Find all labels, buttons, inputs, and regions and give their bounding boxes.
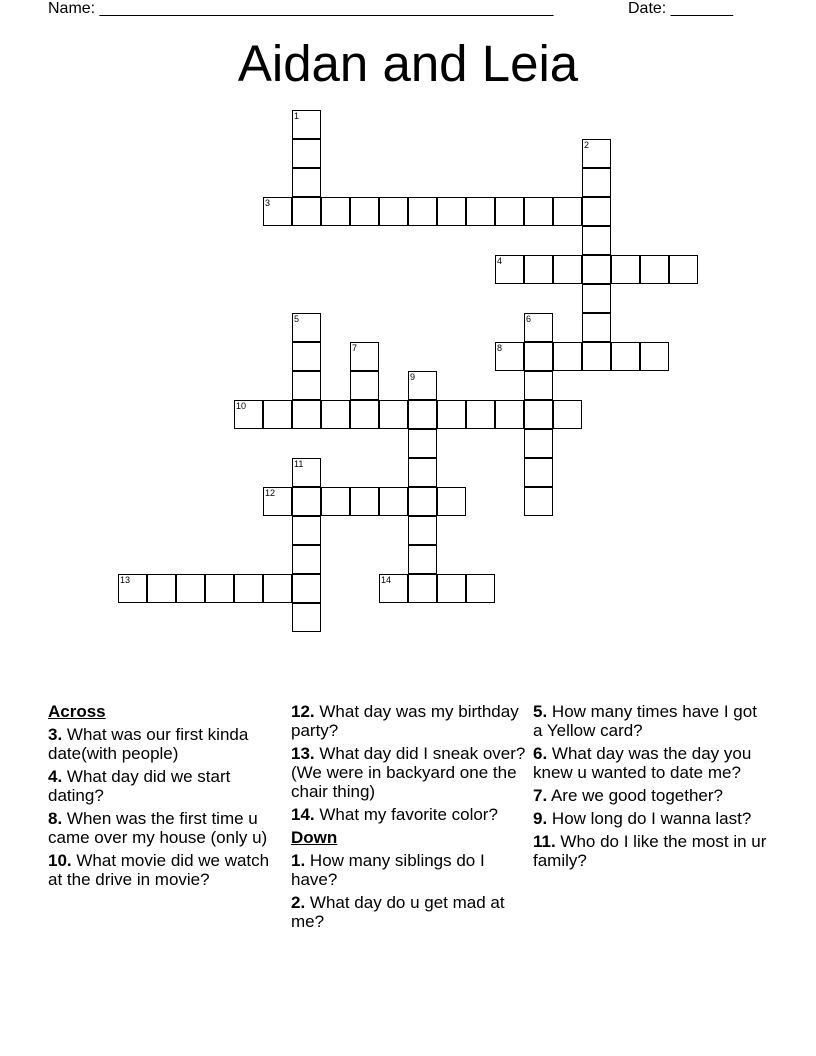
clue-number: 11 xyxy=(294,459,304,469)
grid-cell[interactable] xyxy=(553,255,582,284)
clue-item-text: How many siblings do I have? xyxy=(291,851,485,889)
grid-cell[interactable] xyxy=(524,197,553,226)
name-field-label: Name: ___________________________________________________ xyxy=(48,0,554,17)
grid-cell[interactable] xyxy=(350,371,379,400)
clue-item-text: What was our first kinda date(with people) xyxy=(48,725,249,763)
grid-cell[interactable] xyxy=(408,574,437,603)
grid-cell[interactable] xyxy=(205,574,234,603)
across-clue-list xyxy=(48,725,283,889)
clue-item-text: Who do I like the most in ur family? xyxy=(533,832,767,870)
grid-cell[interactable] xyxy=(379,487,408,516)
grid-cell[interactable] xyxy=(611,342,640,371)
grid-cell[interactable] xyxy=(524,458,553,487)
grid-cell[interactable] xyxy=(292,545,321,574)
grid-cell[interactable] xyxy=(437,487,466,516)
grid-cell[interactable] xyxy=(263,574,292,603)
clue-item-number: 9. xyxy=(533,809,548,828)
grid-cell[interactable] xyxy=(408,516,437,545)
grid-cell[interactable] xyxy=(176,574,205,603)
clue-item-number: 2. xyxy=(291,893,306,912)
grid-cell[interactable] xyxy=(263,487,292,516)
date-field-label: Date: _______ xyxy=(628,0,733,17)
clue-item-text: How many times have I got a Yellow card? xyxy=(533,702,757,740)
grid-cell[interactable] xyxy=(582,139,611,168)
grid-cell[interactable] xyxy=(437,400,466,429)
grid-cell[interactable] xyxy=(437,574,466,603)
grid-cell[interactable] xyxy=(292,487,321,516)
grid-cell[interactable] xyxy=(466,574,495,603)
clue-item-text: How long do I wanna last? xyxy=(547,809,752,828)
grid-cell[interactable] xyxy=(234,400,263,429)
grid-cell[interactable] xyxy=(292,313,321,342)
clue-item xyxy=(48,725,283,763)
clue-item xyxy=(533,832,768,870)
clue-number: 6 xyxy=(526,314,532,324)
grid-cell[interactable] xyxy=(292,197,321,226)
clue-item-number: 14. xyxy=(291,805,315,824)
puzzle-title: Aidan and Leia xyxy=(237,35,579,92)
clue-item xyxy=(291,893,526,931)
grid-cell[interactable] xyxy=(524,371,553,400)
down-clue-list-continued xyxy=(533,702,768,870)
grid-cell[interactable] xyxy=(350,342,379,371)
grid-cell[interactable] xyxy=(292,168,321,197)
grid-cell[interactable] xyxy=(524,313,553,342)
grid-cell[interactable] xyxy=(437,197,466,226)
clue-item-text: When was the first time u came over my house (only u) xyxy=(48,809,268,847)
grid-cell[interactable] xyxy=(118,574,147,603)
grid-cell[interactable] xyxy=(524,400,553,429)
clue-number: 1 xyxy=(294,111,300,121)
grid-cell[interactable] xyxy=(408,487,437,516)
grid-cell[interactable] xyxy=(379,574,408,603)
grid-cell[interactable] xyxy=(321,400,350,429)
grid-cell[interactable] xyxy=(321,487,350,516)
clue-number: 10 xyxy=(236,401,247,411)
grid-cell[interactable] xyxy=(495,342,524,371)
grid-cell[interactable] xyxy=(640,255,669,284)
grid-cell[interactable] xyxy=(582,342,611,371)
grid-cell[interactable] xyxy=(524,429,553,458)
grid-cell[interactable] xyxy=(292,371,321,400)
clue-item-text: What day did I sneak over?(We were in backyard one the chair thing) xyxy=(291,744,526,801)
grid-cell[interactable] xyxy=(408,429,437,458)
clue-column-2 xyxy=(291,702,526,935)
clue-item-number: 1. xyxy=(291,851,306,870)
clue-item-text: What my favorite color? xyxy=(314,805,498,824)
grid-cell[interactable] xyxy=(524,342,553,371)
grid-cell[interactable] xyxy=(292,342,321,371)
grid-cell[interactable] xyxy=(466,197,495,226)
grid-cell[interactable] xyxy=(147,574,176,603)
grid-cell[interactable] xyxy=(292,139,321,168)
grid-cell[interactable] xyxy=(292,603,321,632)
grid-cell[interactable] xyxy=(611,255,640,284)
clue-number: 14 xyxy=(381,575,392,585)
grid-cell[interactable] xyxy=(350,487,379,516)
clue-number: 12 xyxy=(265,488,276,498)
grid-cell[interactable] xyxy=(379,197,408,226)
grid-cell[interactable] xyxy=(553,342,582,371)
clue-item xyxy=(291,805,526,824)
grid-cell[interactable] xyxy=(408,371,437,400)
grid-cell[interactable] xyxy=(292,516,321,545)
clue-item-number: 5. xyxy=(533,702,548,721)
clue-number: 4 xyxy=(497,256,503,266)
clue-item xyxy=(291,851,526,889)
clue-item-text: What day did we start dating? xyxy=(48,767,231,805)
across-heading: Across xyxy=(48,702,106,721)
grid-cell[interactable] xyxy=(292,110,321,139)
grid-cell[interactable] xyxy=(292,458,321,487)
grid-cell[interactable] xyxy=(408,400,437,429)
clue-item-number: 7. xyxy=(533,786,548,805)
grid-cell[interactable] xyxy=(408,545,437,574)
grid-cell[interactable] xyxy=(582,226,611,255)
grid-cell[interactable] xyxy=(553,197,582,226)
clue-number: 3 xyxy=(265,198,271,208)
grid-cell[interactable] xyxy=(553,400,582,429)
grid-cell[interactable] xyxy=(350,197,379,226)
clue-number: 7 xyxy=(352,343,358,353)
grid-cell[interactable] xyxy=(582,168,611,197)
grid-cell[interactable] xyxy=(466,400,495,429)
clue-item-text: Are we good together? xyxy=(547,786,723,805)
grid-cell[interactable] xyxy=(582,313,611,342)
clue-item xyxy=(291,744,526,801)
grid-cell[interactable] xyxy=(408,197,437,226)
clue-item-text: What movie did we watch at the drive in movie? xyxy=(48,851,270,889)
clue-number: 8 xyxy=(497,343,503,353)
grid-cell[interactable] xyxy=(263,400,292,429)
clue-item-number: 12. xyxy=(291,702,315,721)
grid-cell[interactable] xyxy=(350,400,379,429)
grid-cell[interactable] xyxy=(234,574,263,603)
clue-item xyxy=(533,809,768,828)
grid-cell[interactable] xyxy=(495,400,524,429)
clue-item xyxy=(533,744,768,782)
clue-item-number: 3. xyxy=(48,725,63,744)
clue-item xyxy=(533,786,768,805)
clue-number: 5 xyxy=(294,314,300,324)
clue-number: 13 xyxy=(120,575,131,585)
clue-column-3 xyxy=(533,702,768,874)
clue-item-number: 11. xyxy=(533,832,556,851)
clue-column-1 xyxy=(48,702,283,893)
down-heading: Down xyxy=(291,828,338,847)
grid-cell[interactable] xyxy=(321,197,350,226)
across-clue-list-continued xyxy=(291,702,526,824)
grid-cell[interactable] xyxy=(379,400,408,429)
clue-item-number: 6. xyxy=(533,744,548,763)
clue-item xyxy=(48,809,283,847)
clue-item-text: What day do u get mad at me? xyxy=(291,893,505,931)
grid-cell[interactable] xyxy=(582,255,611,284)
clue-number: 2 xyxy=(584,140,590,150)
grid-cell[interactable] xyxy=(582,197,611,226)
grid-cell[interactable] xyxy=(524,255,553,284)
grid-cell[interactable] xyxy=(524,487,553,516)
clue-item-number: 10. xyxy=(48,851,72,870)
clue-item xyxy=(48,851,283,889)
clue-item-number: 8. xyxy=(48,809,63,828)
clue-item xyxy=(48,767,283,805)
grid-cell[interactable] xyxy=(640,342,669,371)
grid-cell[interactable] xyxy=(408,458,437,487)
clue-number: 9 xyxy=(410,372,416,382)
grid-cell[interactable] xyxy=(582,284,611,313)
clue-item-number: 13. xyxy=(291,744,315,763)
down-clue-list xyxy=(291,851,526,931)
clue-item xyxy=(533,702,768,740)
clue-item-number: 4. xyxy=(48,767,63,786)
clue-item-text: What day was the day you knew u wanted to date me? xyxy=(533,744,752,782)
clue-item-text: What day was my birthday party? xyxy=(291,702,519,740)
grid-cell[interactable] xyxy=(292,400,321,429)
grid-cell[interactable] xyxy=(495,255,524,284)
grid-cell[interactable] xyxy=(292,574,321,603)
clue-item xyxy=(291,702,526,740)
grid-cell[interactable] xyxy=(669,255,698,284)
grid-cell[interactable] xyxy=(495,197,524,226)
grid-cell[interactable] xyxy=(263,197,292,226)
